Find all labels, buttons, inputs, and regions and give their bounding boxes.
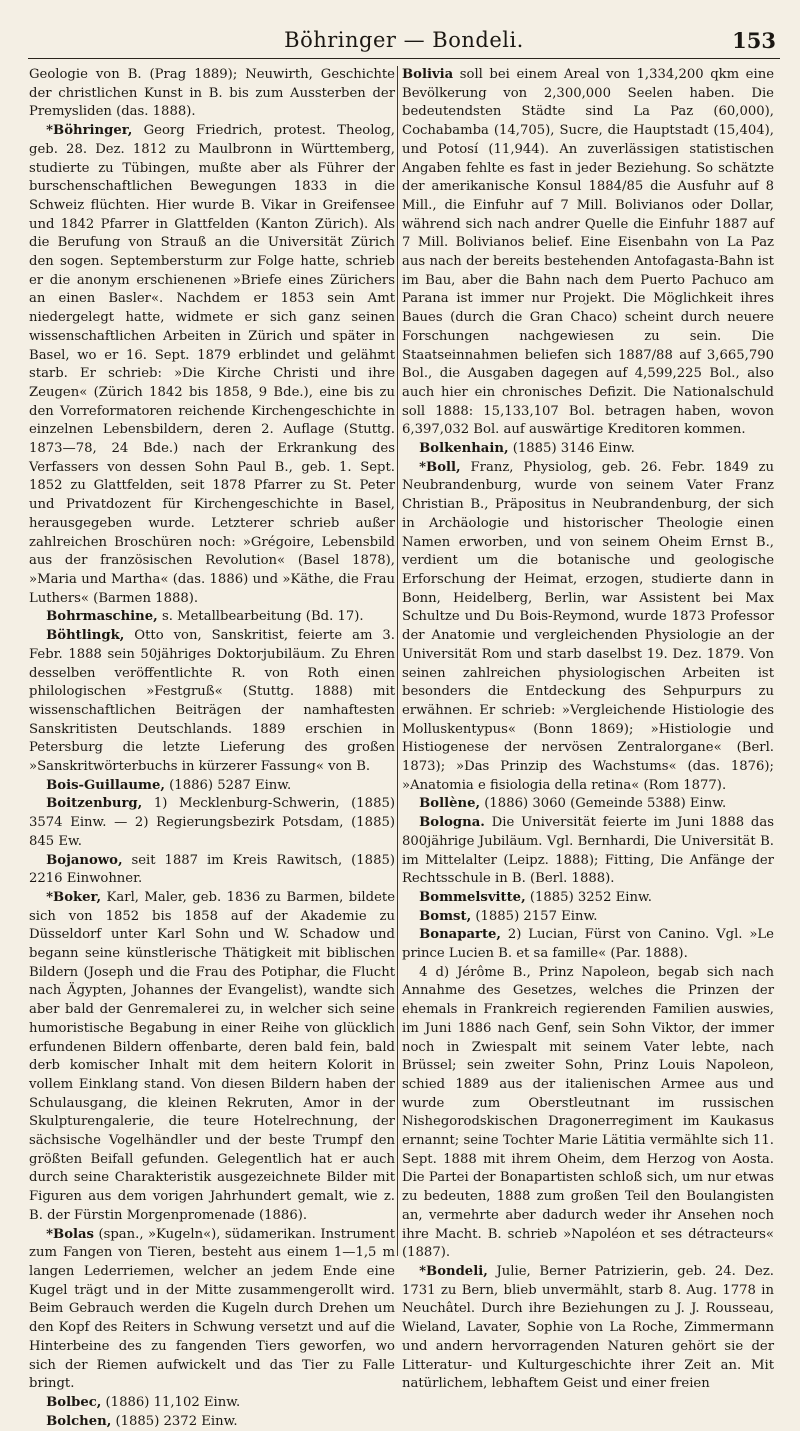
lexicon-entry	[402, 459, 774, 796]
lexicon-entry	[29, 608, 395, 627]
entry-text: Franz, Physiolog, geb. 26. Febr. 1849 zu Neubrandenburg, wurde von seinem Vater Franz Christian B., Präpositus in Neubrandenburg, der sich in Archäologie und historischer Theologie einen Namen erworben, und von seinem Oheim Ernst B., verdient um die botanische und geologische Erforschung der Heimat, erzogen, studierte dann in Bonn, Heidelberg, Berlin, war Assistent bei Max Schultze und Du Bois-Reymond, wurde 1873 Professor der Anatomie und vergleichenden Physiologie an der Universität Rom und starb daselbst 19. Dez. 1879. Von seinen zahlreichen physiologischen Arbeiten ist besonders die Entdeckung des Sehpurpurs zu erwähnen. Er schrieb: »Vergleichende Histiologie des Molluskentypus« (Bonn 1869); »Histiologie und Histiogenese der nervösen Zentralorgane« (Berl. 1873); »Das Prinzip des Wachstums« (das. 1876); »Anatomia e fisiologia della retina« (Rom 1877).	[402, 459, 774, 793]
entry-text: Otto von, Sanskritist, feierte am 3. Febr. 1888 sein 50jähriges Doktorjubiläum. Zu Ehren desselben veröffentlichte R. von Roth einen philologischen »Festgruß« (Stuttg. 1888) mit wissenschaftlichen Beiträgen der namhaftesten Sanskritisten Deutschlands. 1889 erschien in Petersburg die letzte Lieferung des großen »Sanskritwörterbuchs in kürzerer Fassung« von B.	[29, 628, 395, 775]
lexicon-entry	[29, 1413, 395, 1431]
entry-headword: *Boll,	[419, 459, 461, 475]
entry-headword: *Boker,	[46, 889, 102, 905]
entry-text: (1886) 5287 Einw.	[164, 777, 292, 793]
entry-text: (1885) 2372 Einw.	[111, 1413, 238, 1429]
entry-headword: *Bondeli,	[419, 1264, 488, 1279]
entry-headword: *Böhringer,	[46, 123, 133, 139]
entry-text: Georg Friedrich, protest. Theolog, geb. 28. Dez. 1812 zu Maulbronn in Württemberg, studierte zu Tübingen, mußte aber als Führer der burschenschaftlichen Bewegungen 1833 in die Schweiz flüchten. Hier wurde B. Vikar in Greifensee und 1842 Pfarrer in Glattfelden (Kanton Zürich). Als die Berufung von Strauß an die Universität Zürich den sogen. Septembersturm zur Folge hatte, schrieb er die anonym erschienenen »Briefe eines Zürichers an einen Basler«. Nachdem er 1853 sein Amt niedergelegt hatte, widmete er sich ganz seinen wissenschaftlichen Arbeiten in Zürich und später in Basel, wo er 16. Sept. 1879 erblindet und gelähmt starb. Er schrieb: »Die Kirche Christi und ihre Zeugen« (Zürich 1842 bis 1858, 9 Bde.), eine bis zu den Vorreformatoren reichende Kirchengeschichte in einzelnen Lebensbildern, deren 2. Auflage (Stuttg. 1873—78, 24 Bde.) nach der Erkrankung des Verfassers von dessen Sohn Paul B., geb. 1. Sept. 1852 zu Glattfelden, seit 1878 Pfarrer zu St. Peter und Privatdozent für Kirchengeschichte in Basel, herausgegeben wurde. Letzterer schrieb außer zahlreichen Broschüren noch: »Grégoire, Lebensbild aus der französischen Revolution« (Basel 1878), »Maria und Martha« (das. 1886) und »Käthe, die Frau Luthers« (Barmen 1888).	[29, 123, 395, 606]
lexicon-entry	[402, 795, 774, 814]
left-column	[29, 66, 395, 1429]
lexicon-entry	[29, 777, 395, 796]
lexicon-entry	[402, 908, 774, 927]
entry-text: (1885) 3146 Einw.	[508, 441, 635, 457]
entry-headword: Bolbec,	[46, 1394, 102, 1410]
entry-headword: Bolchen,	[46, 1413, 112, 1429]
lexicon-entry	[402, 1263, 774, 1394]
entry-headword: Bonaparte,	[419, 927, 502, 943]
entry-text: Geologie von B. (Prag 1889); Neuwirth, Geschichte der christlichen Kunst in B. bis zum Aussterben der Premysliden (das. 1888).	[29, 67, 395, 120]
lexicon-entry	[29, 66, 395, 122]
entry-text: seit 1887 im Kreis Rawitsch, (1885) 2216 Einwohner.	[29, 852, 395, 887]
column-divider	[397, 66, 398, 1256]
lexicon-entry	[29, 627, 395, 777]
entry-headword: Boitzenburg,	[46, 796, 143, 812]
lexicon-entry	[29, 1394, 395, 1413]
lexicon-entry	[29, 889, 395, 1226]
entry-headword: Bohrmaschine,	[46, 609, 158, 625]
entry-headword: Bois-Guillaume,	[46, 777, 165, 793]
entry-text: (1886) 11,102 Einw.	[101, 1394, 241, 1410]
entry-text: 1) Mecklenburg-Schwerin, (1885) 3574 Einw. — 2) Regierungsbezirk Potsdam, (1885) 845 Ew.	[29, 796, 395, 849]
entry-text: Die Universität feierte im Juni 1888 das 800jährige Jubiläum. Vgl. Bernhardi, Die Universität B. im Mittelalter (Leipz. 1888); Fitting, Die Anfänge der Rechtsschule in B. (Berl. 1888).	[402, 815, 774, 887]
entry-text: Karl, Maler, geb. 1836 zu Barmen, bildete sich von 1852 bis 1858 auf der Akademie zu Düsseldorf unter Karl Sohn und W. Schadow und begann seine künstlerische Thätigkeit mit biblischen Bildern (Joseph und die Frau des Potiphar, die Flucht nach Ägypten, Johannes der Evangelist), wandte sich aber bald der Genremalerei zu, in welcher sich seine humoristische Begabung in einer Reihe von glücklich erfundenen Bildern offenbarte, deren bald fein, bald derb komischer Inhalt mit dem heitern Kolorit in vollem Einklang stand. Von diesen Bildern haben der Schulausgang, die kleinen Rekruten, Amor in der Skulpturengalerie, die teure Hotelrechnung, der sächsische Vogelhändler und der beste Trumpf den größten Beifall gefunden. Gelegentlich hat er auch durch seine Charakteristik ausgezeichnete Bilder mit Figuren aus dem vorigen Jahrhundert gemalt, wie z. B. der Fürstin Morgenpromenade (1886).	[29, 889, 395, 1223]
lexicon-entry	[29, 122, 395, 608]
entry-text: (1885) 3252 Einw.	[525, 889, 652, 905]
lexicon-entry	[29, 795, 395, 851]
lexicon-entry	[402, 964, 774, 1263]
lexicon-entry	[402, 926, 774, 963]
entry-text: 2) Lucian, Fürst von Canino. Vgl. »Le prince Lucien B. et sa famille« (Par. 1888).	[402, 927, 774, 962]
page-number: 153	[732, 28, 776, 53]
entry-headword: Bolivia	[402, 67, 454, 82]
lexicon-entry	[402, 440, 774, 459]
lexicon-entry	[29, 1226, 395, 1394]
entry-text: s. Metallbearbeitung (Bd. 17).	[157, 609, 364, 625]
right-column	[402, 66, 774, 1392]
entry-headword: Bolkenhain,	[419, 441, 509, 457]
lexicon-entry	[29, 852, 395, 889]
entry-text: soll bei einem Areal von 1,334,200 qkm eine Bevölkerung von 2,300,000 Seelen haben. Die bedeutendsten Städte sind La Paz (60,000), Cochabamba (14,705), Sucre, die Hauptstadt (15,404), und Potosí (11,944). An zuverlässigen statistischen Angaben fehlte es fast in jeder Beziehung. So schätzte der amerikanische Konsul 1884/85 die Ausfuhr auf 8 Mill., die Einfuhr auf 7 Mill. Bolivianos oder Dollar, während sich nach andrer Quelle die Einfuhr 1887 auf 7 Mill. Bolivianos belief. Eine Eisenbahn von La Paz aus nach der bereits bestehenden Antofagasta-Bahn ist im Bau, aber die Bahn nach dem Puerto Pachuco am Parana ist immer nur Projekt. Die Möglichkeit ihres Baues (durch die Gran Chaco) scheint durch neuere Forschungen nachgewiesen zu sein. Die Staatseinnahmen beliefen sich 1887/88 auf 3,665,790 Bol., die Ausgaben dagegen auf 4,599,225 Bol., also auch hier ein chronisches Defizit. Die Nationalschuld soll 1888: 15,133,107 Bol. betragen haben, wovon 6,397,032 Bol. auf auswärtige Kreditoren kommen.	[402, 67, 774, 438]
entry-headword: Böhtlingk,	[46, 628, 125, 644]
entry-text: (1885) 2157 Einw.	[471, 908, 598, 924]
entry-text: (span., »Kugeln«), südamerikan. Instrument zum Fangen von Tieren, besteht aus einem 1—1,5 m langen Lederriemen, welcher an jedem Ende eine Kugel trägt und in der Mitte zusammengerollt wird. Beim Gebrauch werden die Kugeln durch Drehen um den Kopf des Reiters in Schwung versetzt und auf die Hinterbeine des zu fangenden Tiers geworfen, wo sich der Riemen aufwickelt und das Tier zu Falle bringt.	[29, 1226, 395, 1392]
lexicon-entry	[402, 889, 774, 908]
running-title: Böhringer — Bondeli.	[284, 28, 524, 52]
entry-headword: Bologna.	[419, 815, 485, 831]
entry-headword: Bojanowo,	[46, 852, 123, 868]
lexicon-entry	[402, 66, 774, 440]
running-header	[28, 24, 780, 59]
entry-text: 4 d) Jérôme B., Prinz Napoleon, begab sich nach Annahme des Gesetzes, welches die Prinzen der ehemals in Frankreich regierenden Familien auswies, im Juni 1886 nach Genf, sein Sohn Viktor, der immer noch in Zwiespalt mit seinem Vater lebte, nach Brüssel; sein zweiter Sohn, Prinz Louis Napoleon, schied 1889 aus der italienischen Armee aus und wurde zum Oberstleutnant im russischen Nishegorodskischen Dragonerregiment im Kaukasus ernannt; seine Tochter Marie Lätitia vermählte sich 11. Sept. 1888 mit ihrem Oheim, dem Herzog von Aosta. Die Partei der Bonapartisten schloß sich, um nur etwas zu bedeuten, 1888 zum großen Teil den Boulangisten an, vermehrte aber dadurch weder ihr Ansehen noch ihre Macht. B. schrieb »Napoléon et ses détracteurs« (1887).	[402, 964, 774, 1261]
lexicon-entry	[402, 814, 774, 889]
entry-text: (1886) 3060 (Gemeinde 5388) Einw.	[480, 796, 727, 812]
entry-headword: Bommelsvitte,	[419, 889, 526, 905]
entry-headword: *Bolas	[46, 1226, 94, 1242]
entry-text: Julie, Berner Patrizierin, geb. 24. Dez. 1731 zu Bern, blieb unvermählt, starb 8. Aug. 1778 in Neuchâtel. Durch ihre Beziehungen zu J. J. Rousseau, Wieland, Lavater, Sophie von La Roche, Zimmermann und andern hervorragenden Naturen gehört sie der Litteratur- und Kulturgeschichte ihrer Zeit an. Mit natürlichem, lebhaftem Geist und einer freien	[402, 1264, 774, 1392]
entry-headword: Bomst,	[419, 908, 472, 924]
entry-headword: Bollène,	[419, 796, 481, 812]
